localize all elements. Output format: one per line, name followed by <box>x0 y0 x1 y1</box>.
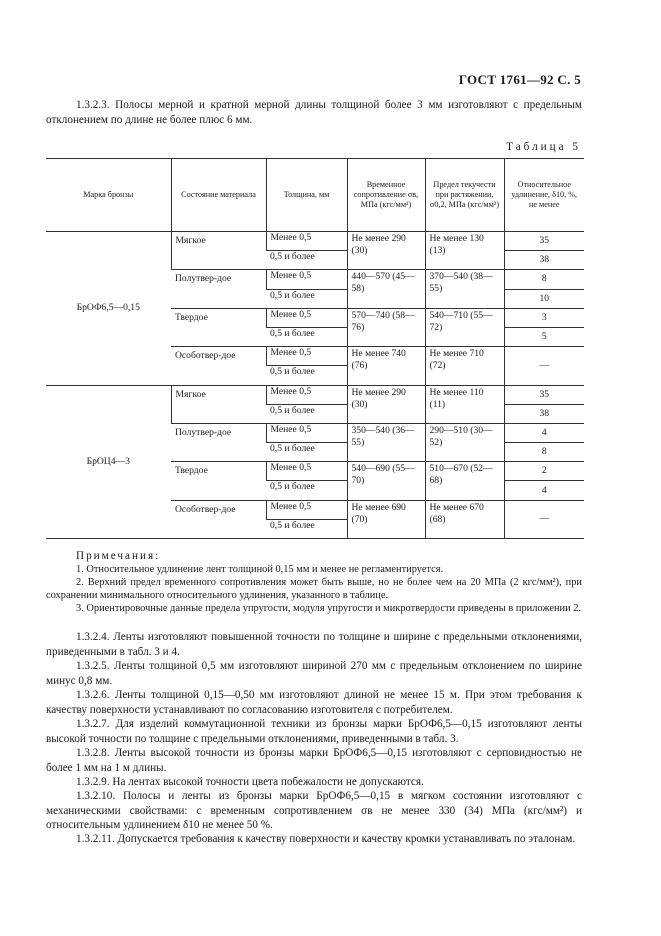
cell-yield: 540—710 (55—72) <box>425 308 504 346</box>
cell-thickness: Менее 0,5 <box>266 232 347 251</box>
cell-thickness: 0,5 и более <box>266 519 347 538</box>
paragraph-1-3-2-6: 1.3.2.6. Ленты толщиной 0,15—0,50 мм изготовляют длиной не менее 15 м. При этом требования к качеству поверхности устанавливают по согласованию изготовителя с потребителем. <box>46 689 582 716</box>
note-1: 1. Относительное удлинение лент толщиной 0,15 мм и менее не регламентируется. <box>76 564 444 575</box>
cell-thickness: 0,5 и более <box>266 289 347 308</box>
cell-thickness: Менее 0,5 <box>266 385 347 404</box>
cell-state: Особотвер-дое <box>171 500 266 538</box>
table-row <box>46 232 584 251</box>
cell-strength: 570—740 (58—76) <box>347 308 425 346</box>
header-strength: Временное сопротивление σв, МПа (кгс/мм²) <box>347 159 425 232</box>
cell-thickness: Менее 0,5 <box>266 423 347 442</box>
cell-elongation: 35 <box>504 385 584 404</box>
cell-thickness: 0,5 и более <box>266 443 347 462</box>
note-3: 3. Ориентировочные данные предела упругости, модуля упругости и микротвердости приведены в приложении 2. <box>76 603 582 614</box>
cell-elongation: 2 <box>504 462 584 481</box>
cell-state: Полутвер-дое <box>171 423 266 461</box>
cell-brand: БрОФ6,5—0,15 <box>46 232 171 386</box>
cell-strength: Не менее 740 (76) <box>347 347 425 385</box>
table-header-row <box>46 159 584 232</box>
cell-thickness: Менее 0,5 <box>266 270 347 289</box>
cell-thickness: 0,5 и более <box>266 251 347 270</box>
cell-yield: Не менее 110 (11) <box>425 385 504 423</box>
cell-elongation: 5 <box>504 327 584 346</box>
paragraph-1-3-2-7: 1.3.2.7. Для изделий коммутационной техники из бронзы марки БрОФ6,5—0,15 изготовляют ленты высокой точности по толщине с предельными отклонениями, приведенными в табл. 3. <box>46 718 582 745</box>
paragraph-1-3-2-8: 1.3.2.8. Ленты высокой точности из бронзы марки БрОФ6,5—0,15 изготовляют с серповидностью не более 1 мм на 1 м длины. <box>46 747 582 774</box>
cell-yield: 290—510 (30—52) <box>425 423 504 461</box>
cell-state: Твердое <box>171 462 266 500</box>
paragraph-1-3-2-5: 1.3.2.5. Ленты толщиной 0,5 мм изготовляют шириной 270 мм с предельным отклонением по ширине минус 0,8 мм. <box>46 660 582 687</box>
cell-elongation: — <box>504 500 584 538</box>
header-brand: Марка бронзы <box>46 159 171 232</box>
cell-state: Твердое <box>171 308 266 346</box>
cell-elongation: 8 <box>504 270 584 289</box>
cell-yield: 370—540 (38—55) <box>425 270 504 308</box>
table-row <box>46 385 584 404</box>
cell-strength: Не менее 690 (70) <box>347 500 425 538</box>
cell-state: Мягкое <box>171 232 266 270</box>
cell-state: Мягкое <box>171 385 266 423</box>
cell-elongation: 3 <box>504 308 584 327</box>
cell-elongation: 38 <box>504 404 584 423</box>
cell-state: Полутвер-дое <box>171 270 266 308</box>
cell-thickness: Менее 0,5 <box>266 308 347 327</box>
cell-strength: 350—540 (36—55) <box>347 423 425 461</box>
cell-brand: БрОЦ4—3 <box>46 385 171 539</box>
cell-elongation: 4 <box>504 423 584 442</box>
paragraph-1-3-2-9: 1.3.2.9. На лентах высокой точности цвета побежалости не допускаются. <box>76 776 424 788</box>
cell-elongation: 8 <box>504 443 584 462</box>
cell-yield: 510—670 (52—68) <box>425 462 504 500</box>
cell-strength: Не менее 290 (30) <box>347 385 425 423</box>
page-header: ГОСТ 1761—92 С. 5 <box>458 72 581 87</box>
header-thickness: Толщина, мм <box>266 159 347 232</box>
cell-thickness: 0,5 и более <box>266 481 347 500</box>
cell-thickness: 0,5 и более <box>266 404 347 423</box>
notes-title: Примечания: <box>76 550 161 562</box>
cell-elongation: 38 <box>504 251 584 270</box>
header-elongation: Относительное удлинение, δ10, %, не менее <box>504 159 584 232</box>
cell-thickness: 0,5 и более <box>266 327 347 346</box>
cell-elongation: 35 <box>504 232 584 251</box>
header-yield: Предел текучести при растяжении, σ0,2, МПа (кгс/мм²) <box>425 159 504 232</box>
note-2: 2. Верхний предел временного сопротивления может быть выше, но не более чем на 20 МПа (2 кгс/мм²), при сохранении минимального относительного удлинения, указанного в таблице. <box>46 577 582 602</box>
cell-elongation: 10 <box>504 289 584 308</box>
table-5 <box>46 158 584 539</box>
cell-strength: 440—570 (45—58) <box>347 270 425 308</box>
cell-thickness: Менее 0,5 <box>266 500 347 519</box>
cell-state: Особотвер-дое <box>171 347 266 385</box>
paragraph-1-3-2-10: 1.3.2.10. Полосы и ленты из бронзы марки БрОФ6,5—0,15 в мягком состоянии изготовляют с механическими свойствами: с временным сопротивлением σв не менее 330 (34) МПа (кгс/мм²) и относительным удлинением δ10 не менее 50 %. <box>46 790 582 831</box>
cell-yield: Не менее 710 (72) <box>425 347 504 385</box>
header-state: Состояние материала <box>171 159 266 232</box>
cell-elongation: — <box>504 347 584 385</box>
cell-strength: Не менее 290 (30) <box>347 232 425 270</box>
cell-thickness: Менее 0,5 <box>266 462 347 481</box>
cell-strength: 540—690 (55—70) <box>347 462 425 500</box>
cell-thickness: Менее 0,5 <box>266 347 347 366</box>
paragraph-1-3-2-11: 1.3.2.11. Допускается требования к качеству поверхности и качеству кромки устанавливать по эталонам. <box>76 833 576 845</box>
paragraph-1-3-2-4: 1.3.2.4. Ленты изготовляют повышенной точности по толщине и ширине с предельными отклонениями, приведенными в табл. 3 и 4. <box>46 631 582 658</box>
cell-yield: Не менее 130 (13) <box>425 232 504 270</box>
cell-yield: Не менее 670 (68) <box>425 500 504 538</box>
table-caption: Таблица 5 <box>506 141 581 153</box>
cell-elongation: 4 <box>504 481 584 500</box>
paragraph-1-3-2-3: 1.3.2.3. Полосы мерной и кратной мерной длины толщиной более 3 мм изготовляют с предельным отклонением по длине не более плюс 6 мм. <box>46 99 582 126</box>
cell-thickness: 0,5 и более <box>266 366 347 385</box>
